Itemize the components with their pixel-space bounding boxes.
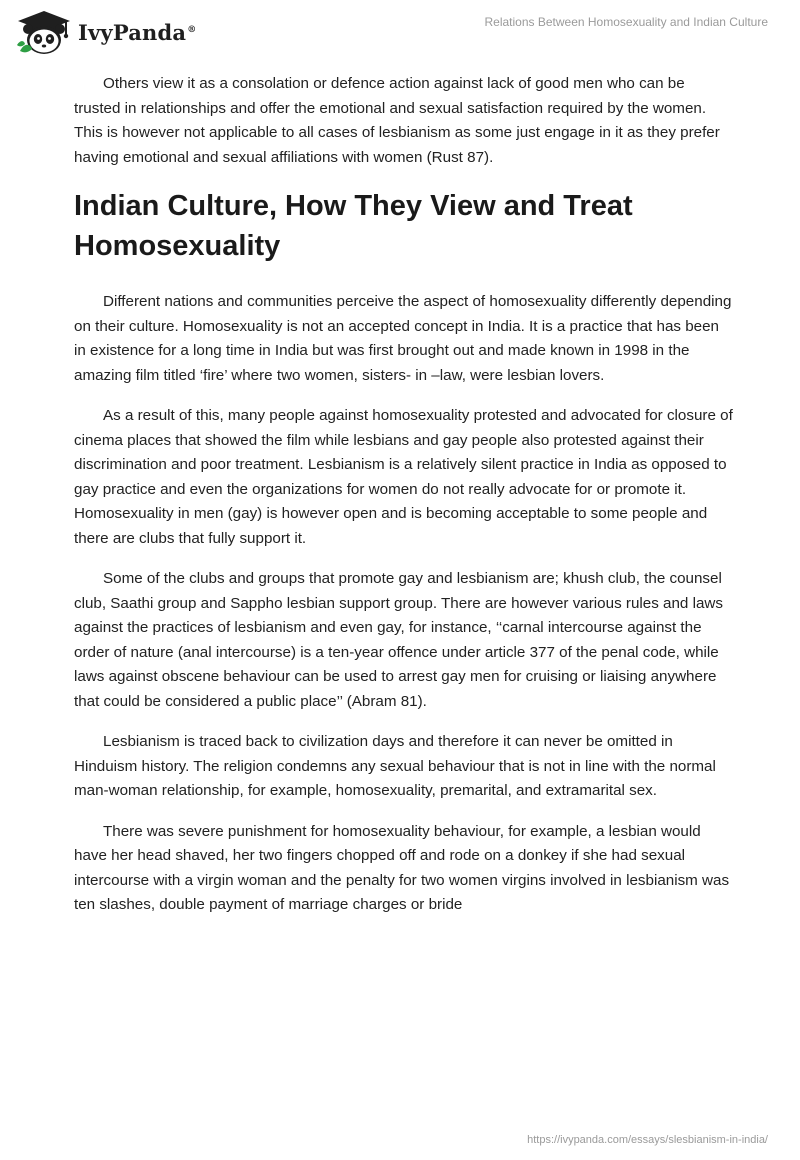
body-paragraph: Lesbianism is traced back to civilization days and therefore it can never be omitted in Hinduism history. The religion condemns any sexual behaviour that is not in line with the normal man-woman relationship, for example, homosexuality, premarital, and extramarital sex.	[74, 733, 716, 799]
brand-name: IvyPanda®	[78, 19, 197, 45]
document-title: Relations Between Homosexuality and Indian Culture	[484, 15, 768, 29]
body-paragraph: Some of the clubs and groups that promote gay and lesbianism are; khush club, the counsel club, Saathi group and Sappho lesbian support group. There are however various rules and laws against the practices of lesbianism and even gay, for instance, ‘‘carnal intercourse against the order of nature (anal intercourse) is a ten-year offence under article 377 of the penal code, while laws against obscene behaviour can be used to arrest gay men for cruising or liaising anywhere that could be considered a public place’’ (Abram 81).	[74, 570, 723, 710]
body-paragraph: As a result of this, many people against homosexuality protested and advocated for closure of cinema places that showed the film while lesbians and gay people also protested against their discrimination and poor treatment. Lesbianism is a relatively silent practice in India as opposed to gay practice and even the organizations for women do not really advocate for or promote it. Homosexuality in men (gay) is however open and is becoming acceptable to some people and there are clubs that fully support it.	[74, 407, 733, 547]
essay-content	[74, 72, 734, 934]
section-heading: Indian Culture, How They View and Treat Homosexuality	[74, 190, 633, 262]
intro-paragraph: Others view it as a consolation or defence action against lack of good men who can be trusted in relationships and offer the emotional and sexual satisfaction required by the women. This is however not applicable to all cases of lesbianism as some just engage in it as they prefer having emotional and sexual affiliations with women (Rust 87).	[74, 75, 720, 166]
source-url[interactable]: https://ivypanda.com/essays/slesbianism-in-india/	[527, 1134, 768, 1146]
registered-mark: ®	[187, 24, 197, 35]
body-paragraph: Different nations and communities perceive the aspect of homosexuality differently depending on their culture. Homosexuality is not an accepted concept in India. It is a practice that has been in existence for a long time in India but was first brought out and made known in 1998 in the amazing film titled ‘fire’ where two women, sisters- in –law, were lesbian lovers.	[74, 293, 732, 384]
panda-graduation-cap-icon	[14, 7, 72, 57]
ivypanda-logo[interactable]	[14, 6, 196, 58]
body-paragraph: There was severe punishment for homosexuality behaviour, for example, a lesbian would have her head shaved, her two fingers chopped off and rode on a donkey if she had sexual intercourse with a virgin woman and the penalty for two women virgins involved in lesbianism was ten slashes, double payment of marriage charges or bride	[74, 822, 730, 913]
page-header	[0, 0, 800, 62]
